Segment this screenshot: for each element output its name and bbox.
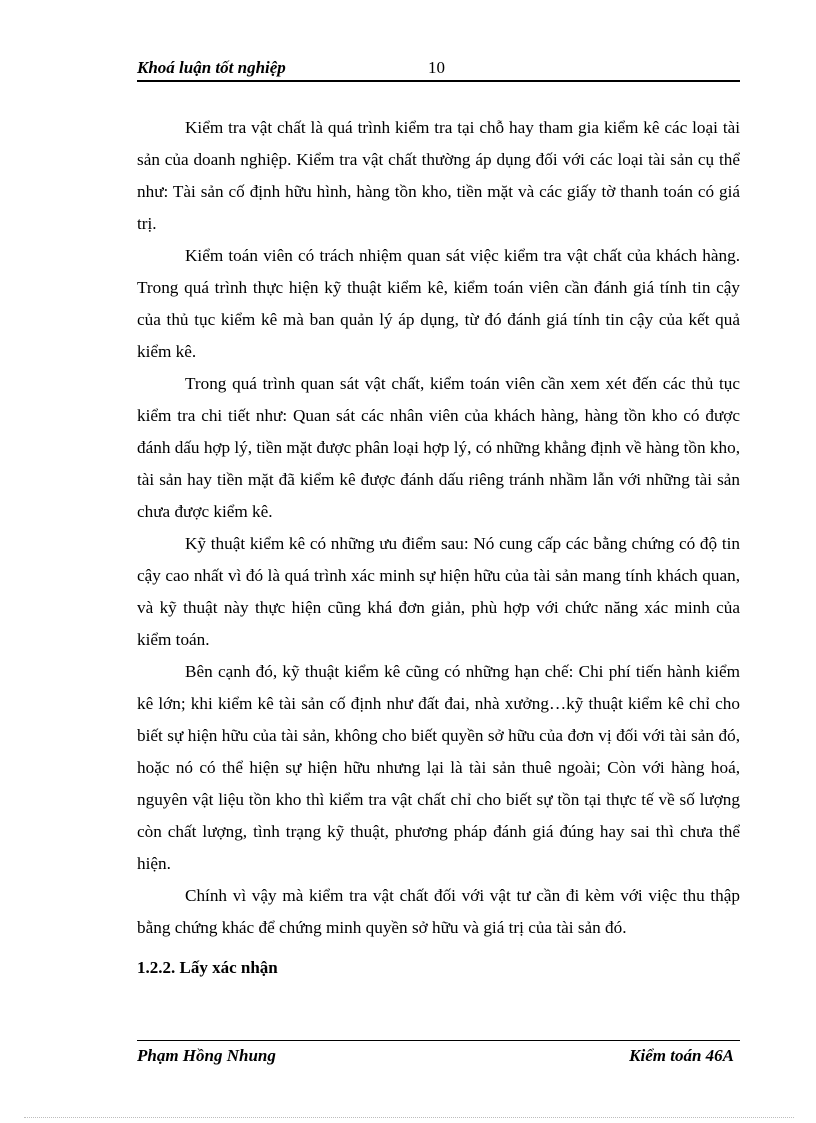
paragraph: Kiểm toán viên có trách nhiệm quan sát việc kiểm tra vật chất của khách hàng. Trong quá trình thực hiện kỹ thuật kiểm kê, kiểm toán viên cần đánh giá tính tin cậy của thủ tục kiểm kê mà ban quản lý áp dụng, từ đó đánh giá tính tin cậy của kết quả kiểm kê.	[137, 246, 740, 361]
page-number: 10	[428, 58, 445, 77]
body-text	[137, 112, 740, 944]
section-heading: 1.2.2. Lấy xác nhận	[137, 958, 278, 977]
page-footer	[137, 1040, 740, 1071]
paragraph: Kỹ thuật kiểm kê có những ưu điểm sau: Nó cung cấp các bằng chứng có độ tin cậy cao nhất vì đó là quá trình xác minh sự hiện hữu của tài sản mang tính khách quan, và kỹ thuật này thực hiện cũng khá đơn giản, phù hợp với chức năng xác minh của kiểm toán.	[137, 534, 740, 649]
header-title: Khoá luận tốt nghiệp	[137, 58, 286, 77]
paragraph: Chính vì vậy mà kiểm tra vật chất đối với vật tư cần đi kèm với việc thu thập bằng chứng khác để chứng minh quyền sở hữu và giá trị của tài sản đó.	[137, 886, 740, 937]
paragraph: Bên cạnh đó, kỹ thuật kiểm kê cũng có những hạn chế: Chi phí tiến hành kiểm kê lớn; khi kiểm kê tài sản cố định như đất đai, nhà xưởng…kỹ thuật kiểm kê chỉ cho biết sự hiện hữu của tài sản, không cho biết quyền sở hữu của đơn vị đối với tài sản đó, hoặc nó có thể hiện sự hiện hữu nhưng lại là tài sản thuê ngoài; Còn với hàng hoá, nguyên vật liệu tồn kho thì kiểm tra vật chất chỉ cho biết sự tồn tại thực tế về số lượng còn chất lượng, tình trạng kỹ thuật, phương pháp đánh giá đúng hay sai thì chưa thể hiện.	[137, 662, 740, 873]
page-edge-divider	[24, 1117, 794, 1118]
footer-author: Phạm Hồng Nhung	[137, 1046, 276, 1065]
page-header	[137, 56, 740, 82]
paragraph: Kiểm tra vật chất là quá trình kiểm tra tại chỗ hay tham gia kiểm kê các loại tài sản của doanh nghiệp. Kiểm tra vật chất thường áp dụng đối với các loại tài sản cụ thể như: Tài sản cố định hữu hình, hàng tồn kho, tiền mặt và các giấy tờ thanh toán có giá trị.	[137, 118, 740, 233]
footer-class: Kiểm toán 46A	[629, 1046, 734, 1065]
paragraph: Trong quá trình quan sát vật chất, kiểm toán viên cần xem xét đến các thủ tục kiểm tra chi tiết như: Quan sát các nhân viên của khách hàng, hàng tồn kho có được đánh dấu hợp lý, tiền mặt được phân loại hợp lý, có những khẳng định về hàng tồn kho, tài sản hay tiền mặt đã kiểm kê được đánh dấu riêng tránh nhầm lẫn với những tài sản chưa được kiểm kê.	[137, 374, 740, 521]
